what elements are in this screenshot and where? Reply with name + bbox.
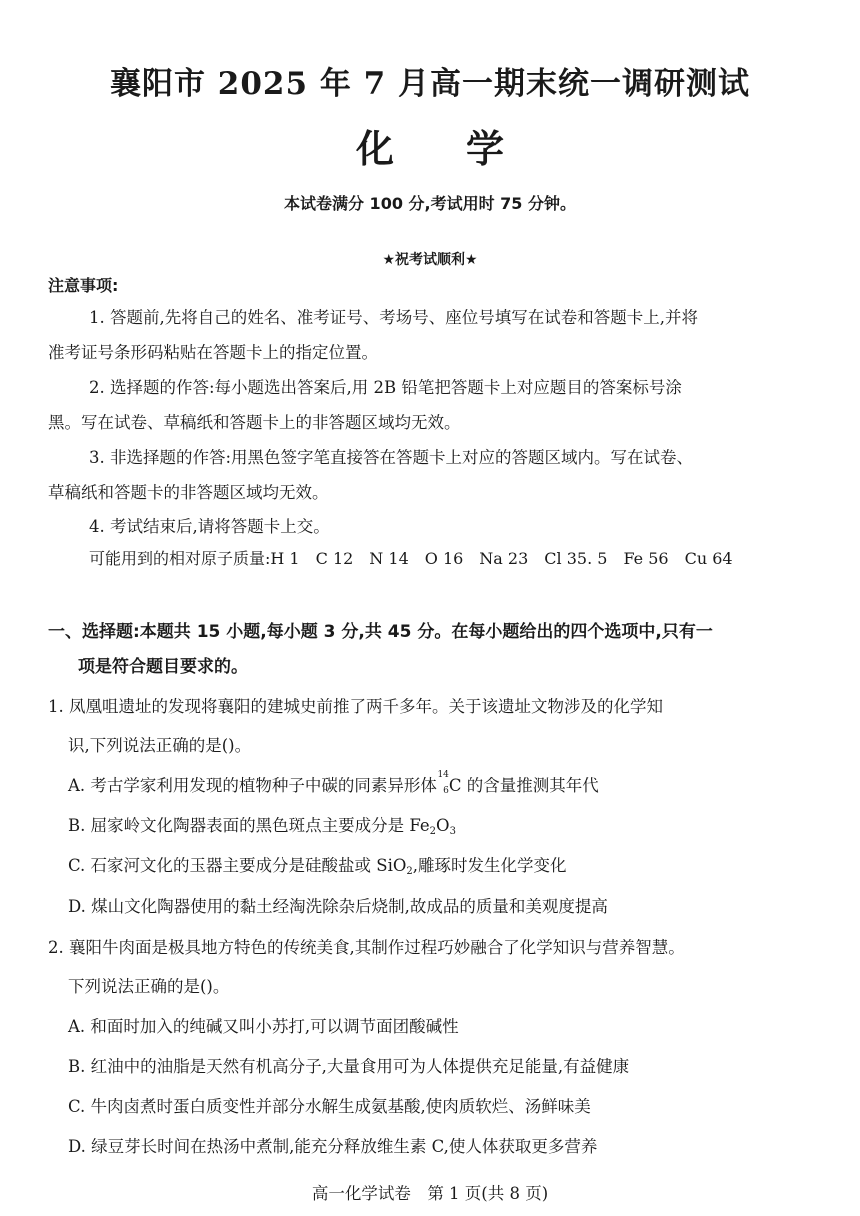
section-1-heading-line-2: 项是符合题目要求的。: [78, 657, 248, 677]
nuclide-mass-number: 14: [437, 770, 449, 780]
formula-element: O: [436, 816, 450, 835]
notice-item-2-line-1: 2. 选择题的作答:每小题选出答案后,用 2B 铅笔把答题卡上对应题目的答案标号涂: [89, 378, 682, 397]
q2-stem-line-1: 2. 襄阳牛肉面是极具地方特色的传统美食,其制作过程巧妙融合了化学知识与营养智慧。: [48, 938, 685, 957]
notice-item-1-line-2: 准考证号条形码粘贴在答题卡上的指定位置。: [48, 343, 378, 362]
formula-subscript: 2: [429, 826, 437, 837]
q1-option-a: [68, 770, 599, 797]
q2-option-c: C. 牛肉卤煮时蛋白质变性并部分水解生成氨基酸,使肉质软烂、汤鲜味美: [68, 1097, 591, 1116]
q1-stem-line-2: 识,下列说法正确的是()。: [68, 736, 252, 755]
nuclide-symbol: C: [448, 776, 462, 795]
atomic-masses: 可能用到的相对原子质量:H 1 C 12 N 14 O 16 Na 23 Cl 35. 5 Fe 56 Cu 64: [89, 549, 733, 568]
q2-stem-line-2: 下列说法正确的是()。: [68, 977, 230, 996]
q1-option-d: D. 煤山文化陶器使用的黏土经淘洗除杂后烧制,故成品的质量和美观度提高: [68, 897, 608, 916]
q2-option-b: B. 红油中的油脂是天然有机高分子,大量食用可为人体提供充足能量,有益健康: [68, 1057, 630, 1076]
notice-item-3-line-2: 草稿纸和答题卡的非答题区域均无效。: [48, 483, 329, 502]
formula-subscript: 3: [449, 826, 456, 837]
q2-option-d: D. 绿豆芽长时间在热汤中煮制,能充分释放维生素 C,使人体获取更多营养: [68, 1137, 598, 1156]
formula-subscript: 2: [406, 866, 413, 877]
q1-option-b: [68, 815, 456, 843]
notice-item-2-line-2: 黑。写在试卷、草稿纸和答题卡上的非答题区域均无效。: [48, 413, 461, 432]
subject-title: 化学: [355, 126, 576, 171]
exam-title: 襄阳市 2025 年 7 月高一期末统一调研测试: [109, 66, 751, 102]
q1-option-c: [68, 855, 567, 883]
notice-item-1-line-1: 1. 答题前,先将自己的姓名、准考证号、考场号、座位号填写在试卷和答题卡上,并将: [89, 308, 698, 327]
q1-option-a-text-after: 的含量推测其年代: [461, 776, 599, 795]
nuclide-atomic-number: 6: [443, 786, 449, 796]
section-1-heading-line-1: 一、选择题:本题共 15 小题,每小题 3 分,共 45 分。在每小题给出的四个选项中,只有一: [48, 622, 713, 642]
exam-meta: 本试卷满分 100 分,考试用时 75 分钟。: [283, 194, 577, 213]
carbon-14-nuclide: [437, 770, 449, 796]
good-luck-banner: ★祝考试顺利★: [382, 252, 478, 268]
notice-heading: 注意事项:: [48, 276, 119, 295]
notice-item-4: 4. 考试结束后,请将答题卡上交。: [89, 517, 330, 536]
notice-item-3-line-1: 3. 非选择题的作答:用黑色签字笔直接答在答题卡上对应的答题区域内。写在试卷、: [89, 448, 694, 467]
q1-option-a-text-before: A. 考古学家利用发现的植物种子中碳的同素异形体: [68, 776, 437, 795]
q1-option-b-text: B. 屈家岭文化陶器表面的黑色斑点主要成分是 Fe: [68, 816, 430, 835]
page-footer: 高一化学试卷 第 1 页(共 8 页): [311, 1184, 549, 1203]
q1-stem-line-1: 1. 凤凰咀遗址的发现将襄阳的建城史前推了两千多年。关于该遗址文物涉及的化学知: [48, 697, 663, 716]
q2-option-a: A. 和面时加入的纯碱又叫小苏打,可以调节面团酸碱性: [68, 1017, 459, 1036]
q1-option-c-text-after: ,雕琢时发生化学变化: [412, 856, 567, 875]
q1-option-c-text-before: C. 石家河文化的玉器主要成分是硅酸盐或 SiO: [68, 856, 407, 875]
